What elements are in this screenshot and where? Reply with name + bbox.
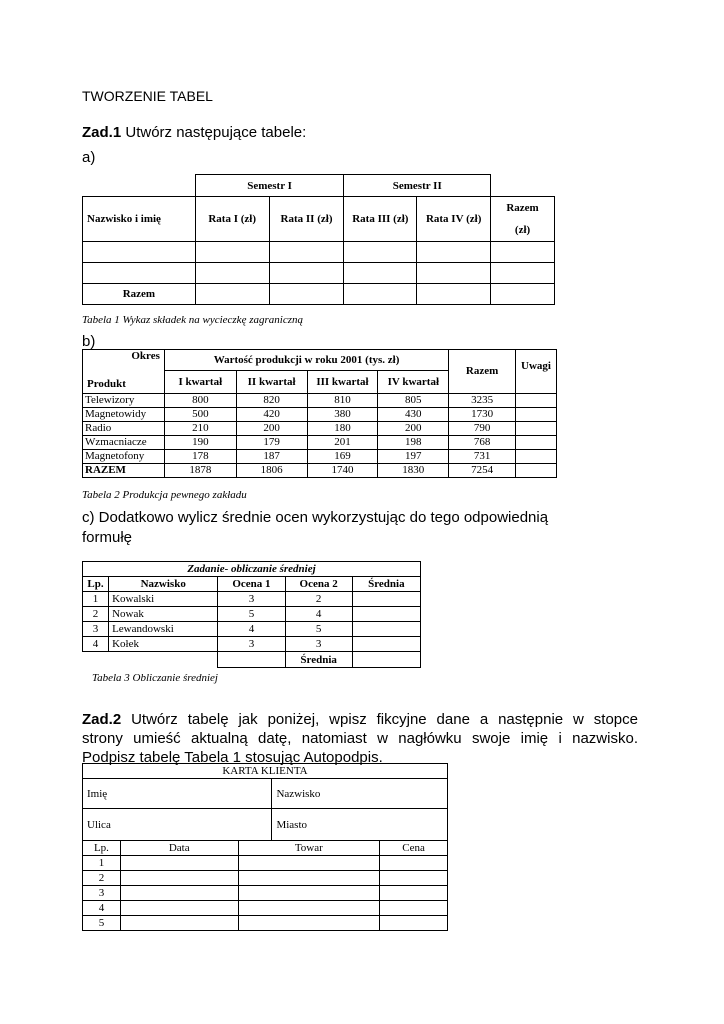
row-total: 1730 bbox=[449, 408, 516, 422]
grade2-header: Ocena 2 bbox=[285, 577, 352, 592]
table-row bbox=[83, 916, 448, 931]
cell: 380 bbox=[307, 408, 378, 422]
lp-cell: 2 bbox=[83, 607, 109, 622]
lp-cell: 1 bbox=[83, 856, 121, 871]
part-c-line1: c) Dodatkowo wylicz średnie ocen wykorzystując do tego odpowiednią bbox=[82, 509, 549, 526]
rate2-header: Rata II (zł) bbox=[269, 197, 344, 242]
lp-cell: 5 bbox=[83, 916, 121, 931]
lp-cell: 2 bbox=[83, 871, 121, 886]
surname-header: Nazwisko bbox=[109, 577, 218, 592]
table-row bbox=[83, 592, 421, 607]
surname-cell: Lewandowski bbox=[109, 622, 218, 637]
average-header: Średnia bbox=[352, 577, 420, 592]
first-name-field[interactable]: Imię bbox=[83, 779, 272, 809]
surname-field[interactable]: Nazwisko bbox=[272, 779, 448, 809]
cell: 420 bbox=[236, 408, 307, 422]
task1-heading bbox=[82, 124, 306, 141]
cell: 430 bbox=[378, 408, 449, 422]
cell: 500 bbox=[164, 408, 236, 422]
footer-total-label: Razem bbox=[83, 284, 196, 305]
rate3-header: Rata III (zł) bbox=[344, 197, 417, 242]
cell: 805 bbox=[378, 394, 449, 408]
grade-cell: 3 bbox=[218, 637, 285, 652]
average-footer-label: Średnia bbox=[285, 652, 352, 668]
semester2-header: Semestr II bbox=[344, 175, 491, 197]
cell: 200 bbox=[378, 422, 449, 436]
okres-produkt-header bbox=[83, 350, 165, 394]
table-a-caption: Tabela 1 Wykaz składek na wycieczkę zagraniczną bbox=[82, 314, 303, 326]
grade-cell: 5 bbox=[218, 607, 285, 622]
notes-header: Uwagi bbox=[516, 350, 557, 394]
cell: 179 bbox=[236, 436, 307, 450]
quarter-header: III kwartał bbox=[307, 371, 378, 394]
table-row bbox=[83, 436, 557, 450]
lp-header: Lp. bbox=[83, 577, 109, 592]
lp-cell: 4 bbox=[83, 637, 109, 652]
table-row bbox=[83, 450, 557, 464]
table-c-caption: Tabela 3 Obliczanie średniej bbox=[92, 672, 218, 684]
table-row bbox=[83, 394, 557, 408]
grand-total: 7254 bbox=[449, 464, 516, 478]
task1-label: Zad.1 bbox=[82, 124, 122, 141]
lp-cell: 4 bbox=[83, 901, 121, 916]
quarter-header: II kwartał bbox=[236, 371, 307, 394]
table-b-caption: Tabela 2 Produkcja pewnego zakładu bbox=[82, 489, 247, 501]
rate4-header: Rata IV (zł) bbox=[417, 197, 491, 242]
semester1-header: Semestr I bbox=[195, 175, 344, 197]
cell: 800 bbox=[164, 394, 236, 408]
total-header-line1: Razem bbox=[506, 202, 539, 214]
table-row bbox=[83, 871, 448, 886]
grade1-header: Ocena 1 bbox=[218, 577, 285, 592]
table-c-title: Zadanie- obliczanie średniej bbox=[83, 562, 421, 577]
table-row bbox=[83, 607, 421, 622]
rate1-header: Rata I (zł) bbox=[195, 197, 269, 242]
part-c-line2: formułę bbox=[82, 529, 133, 546]
price-header: Cena bbox=[380, 841, 448, 856]
grade-cell: 4 bbox=[218, 622, 285, 637]
product-name: Magnetofony bbox=[83, 450, 165, 464]
city-field[interactable]: Miasto bbox=[272, 809, 448, 841]
table-row bbox=[83, 422, 557, 436]
row-total: 3235 bbox=[449, 394, 516, 408]
lp-cell: 1 bbox=[83, 592, 109, 607]
lp-header: Lp. bbox=[83, 841, 121, 856]
produkt-label: Produkt bbox=[87, 378, 126, 390]
date-header: Data bbox=[120, 841, 238, 856]
table-d bbox=[82, 763, 448, 931]
cell: 187 bbox=[236, 450, 307, 464]
product-name: Telewizory bbox=[83, 394, 165, 408]
quarter-header: I kwartał bbox=[164, 371, 236, 394]
cell: 1830 bbox=[378, 464, 449, 478]
grade-cell: 5 bbox=[285, 622, 352, 637]
row-total: 731 bbox=[449, 450, 516, 464]
table-row bbox=[83, 408, 557, 422]
product-name: Wzmacniacze bbox=[83, 436, 165, 450]
table-b bbox=[82, 349, 557, 478]
lp-cell: 3 bbox=[83, 886, 121, 901]
grade-cell: 2 bbox=[285, 592, 352, 607]
cell: 178 bbox=[164, 450, 236, 464]
cell: 1740 bbox=[307, 464, 378, 478]
task2-line2: strony umieść aktualną datę, natomiast w nagłówku swoje imię i nazwisko. bbox=[82, 730, 638, 747]
cell: 201 bbox=[307, 436, 378, 450]
row-total: 768 bbox=[449, 436, 516, 450]
production-value-header: Wartość produkcji w roku 2001 (tys. zł) bbox=[164, 350, 448, 371]
task2-line1: Zad.2 Utwórz tabelę jak poniżej, wpisz fikcyjne dane a następnie w stopce bbox=[82, 711, 638, 728]
table-row bbox=[83, 901, 448, 916]
document-title: TWORZENIE TABEL bbox=[82, 88, 213, 104]
grade-cell: 4 bbox=[285, 607, 352, 622]
table-row bbox=[83, 856, 448, 871]
table-row bbox=[83, 622, 421, 637]
cell: 169 bbox=[307, 450, 378, 464]
task1-text: Utwórz następujące tabele: bbox=[121, 124, 307, 141]
okres-label: Okres bbox=[131, 350, 160, 362]
table-row bbox=[83, 637, 421, 652]
cell: 198 bbox=[378, 436, 449, 450]
part-c-text bbox=[82, 508, 548, 548]
task2-label: Zad.2 bbox=[82, 711, 122, 728]
product-name: Radio bbox=[83, 422, 165, 436]
lp-cell: 3 bbox=[83, 622, 109, 637]
cell: 210 bbox=[164, 422, 236, 436]
cell: 190 bbox=[164, 436, 236, 450]
street-field[interactable]: Ulica bbox=[83, 809, 272, 841]
total-header-line2: (zł) bbox=[514, 224, 531, 236]
product-header: Towar bbox=[238, 841, 380, 856]
table-row bbox=[83, 886, 448, 901]
table-row bbox=[83, 263, 555, 284]
part-b-label: b) bbox=[82, 333, 96, 350]
surname-cell: Kowalski bbox=[109, 592, 218, 607]
product-name: Magnetowidy bbox=[83, 408, 165, 422]
total-row-label: RAZEM bbox=[83, 464, 165, 478]
grade-cell: 3 bbox=[218, 592, 285, 607]
name-column-header: Nazwisko i imię bbox=[83, 197, 196, 242]
table-row bbox=[83, 284, 555, 305]
cell: 180 bbox=[307, 422, 378, 436]
cell: 1806 bbox=[236, 464, 307, 478]
cell: 1878 bbox=[164, 464, 236, 478]
table-row bbox=[83, 242, 555, 263]
part-a-label: a) bbox=[82, 149, 96, 166]
client-card-title: KARTA KLIENTA bbox=[83, 764, 448, 779]
total-header bbox=[491, 197, 555, 242]
surname-cell: Kołek bbox=[109, 637, 218, 652]
quarter-header: IV kwartał bbox=[378, 371, 449, 394]
table-c bbox=[82, 561, 421, 668]
grade-cell: 3 bbox=[285, 637, 352, 652]
cell: 197 bbox=[378, 450, 449, 464]
table-a bbox=[82, 174, 555, 305]
task2-text bbox=[82, 710, 638, 767]
cell: 820 bbox=[236, 394, 307, 408]
surname-cell: Nowak bbox=[109, 607, 218, 622]
total-row bbox=[83, 464, 557, 478]
task2-line3: Podpisz tabelę Tabela 1 stosując Autopodpis. bbox=[82, 749, 383, 766]
total-header: Razem bbox=[449, 350, 516, 394]
cell: 200 bbox=[236, 422, 307, 436]
cell: 810 bbox=[307, 394, 378, 408]
row-total: 790 bbox=[449, 422, 516, 436]
